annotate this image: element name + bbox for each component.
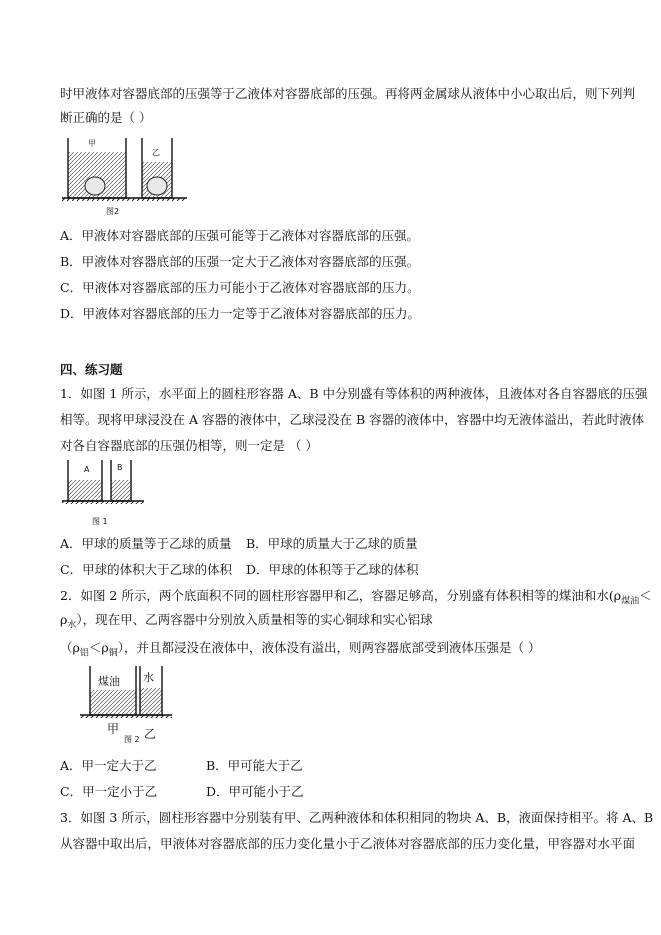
figure-1-label-b: B bbox=[117, 463, 123, 472]
q2-option-d: D．甲可能小于乙 bbox=[206, 784, 304, 799]
prev-option-b: B．甲液体对容器底部的压强一定大于乙液体对容器底部的压强。 bbox=[60, 254, 420, 269]
liquid-water bbox=[140, 688, 162, 714]
q2-line-3-lt: ＜ρ bbox=[88, 640, 109, 655]
q2-sub-kerosene: 煤油 bbox=[621, 596, 640, 607]
q2-less-than: ＜ bbox=[639, 588, 652, 603]
ground-hatch-1 bbox=[62, 501, 144, 504]
figure-2-label-water: 水 bbox=[143, 671, 154, 684]
q2-sub-copper: 铜 bbox=[108, 648, 118, 659]
liquid-a bbox=[68, 480, 102, 500]
q2-line-1-text: 2．如图 2 所示，两个底面积不同的圆柱形容器甲和乙，容器足够高，分别盛有体积相等的煤油和水(ρ bbox=[60, 588, 622, 603]
q2-line-3-open: （ρ bbox=[60, 640, 80, 655]
ground-hatch-2 bbox=[80, 715, 172, 718]
figure-2-label-jia: 甲 bbox=[107, 722, 120, 736]
figure-2-label-kerosene: 煤油 bbox=[98, 675, 120, 688]
ball-right bbox=[147, 177, 167, 195]
figure-prev-label-left: 甲 bbox=[88, 139, 96, 148]
figure-2-label-yi: 乙 bbox=[144, 727, 157, 741]
prev-question-line-2: 断正确的是（ ） bbox=[60, 110, 152, 125]
figure-2-beakers bbox=[80, 664, 180, 724]
liquid-kerosene bbox=[90, 690, 136, 714]
q2-sub-water: 水 bbox=[67, 620, 77, 631]
prev-option-c: C．甲液体对容器底部的压力可能小于乙液体对容器底部的压力。 bbox=[60, 280, 420, 295]
q1-line-2: 相等。现将甲球浸没在 A 容器的液体中，乙球浸没在 B 容器的液体中，容器中均无液体溢出，若此时液体 bbox=[60, 412, 645, 427]
prev-option-a: A．甲液体对容器底部的压强可能等于乙液体对容器底部的压强。 bbox=[60, 228, 420, 243]
prev-option-d: D．甲液体对容器底部的压力一定等于乙液体对容器底部的压力。 bbox=[60, 306, 421, 321]
q1-line-1: 1．如图 1 所示，水平面上的圆柱形容器 A、B 中分别盛有等体积的两种液体，且液体对各自容器底的压强 bbox=[60, 386, 648, 401]
q2-option-a: A．甲一定大于乙 bbox=[60, 758, 157, 773]
figure-1-caption: 图 1 bbox=[92, 517, 108, 526]
q2-line-2-text: ），现在甲、乙两容器中分别放入质量相等的实心铜球和实心铝球 bbox=[76, 612, 433, 627]
q1-option-a: A．甲球的质量等于乙球的质量 bbox=[60, 536, 232, 551]
section-title: 四、练习题 bbox=[60, 362, 123, 377]
q1-line-3: 对各自容器底部的压强仍相等，则一定是 （ ） bbox=[60, 438, 318, 453]
q2-line-3-text: ），并且都浸没在液体中，液体没有溢出，则两容器底部受到液体压强是（ ） bbox=[117, 640, 541, 655]
ground-hatch bbox=[62, 198, 187, 201]
figure-prev-caption: 图2 bbox=[106, 207, 120, 216]
q1-option-d: D．甲球的体积等于乙球的体积 bbox=[246, 562, 419, 577]
q3-line-2: 从容器中取出后，甲液体对容器底部的压力变化量小于乙液体对容器底部的压力变化量，甲容器对水平面 bbox=[60, 836, 636, 851]
figure-1-label-a: A bbox=[84, 465, 90, 474]
q2-option-c: C．甲一定小于乙 bbox=[60, 784, 158, 799]
q2-rho: ρ bbox=[60, 612, 68, 627]
prev-question-line-1: 时甲液体对容器底部的压强等于乙液体对容器底部的压强。再将两金属球从液体中小心取出后，则下列判 bbox=[60, 86, 636, 101]
q2-line-1 bbox=[60, 588, 652, 610]
figure-2-caption: 图 2 bbox=[124, 735, 140, 744]
q3-line-1: 3．如图 3 所示，圆柱形容器中分别装有甲、乙两种液体和体积相同的物块 A、B，液面保持相平。将 A、B bbox=[60, 810, 654, 825]
q1-option-b: B．甲球的质量大于乙球的质量 bbox=[246, 536, 418, 551]
q2-option-b: B．甲可能大于乙 bbox=[206, 758, 303, 773]
figure-1-beakers bbox=[62, 458, 152, 513]
q2-line-2 bbox=[60, 612, 433, 634]
figure-prev-beakers bbox=[62, 136, 192, 221]
liquid-b bbox=[111, 480, 131, 500]
ball-left bbox=[85, 177, 105, 195]
q2-line-3 bbox=[60, 640, 540, 662]
figure-prev-label-right: 乙 bbox=[152, 148, 160, 157]
q2-sub-aluminum: 铝 bbox=[79, 648, 89, 659]
q1-option-c: C．甲球的体积大于乙球的体积 bbox=[60, 562, 233, 577]
